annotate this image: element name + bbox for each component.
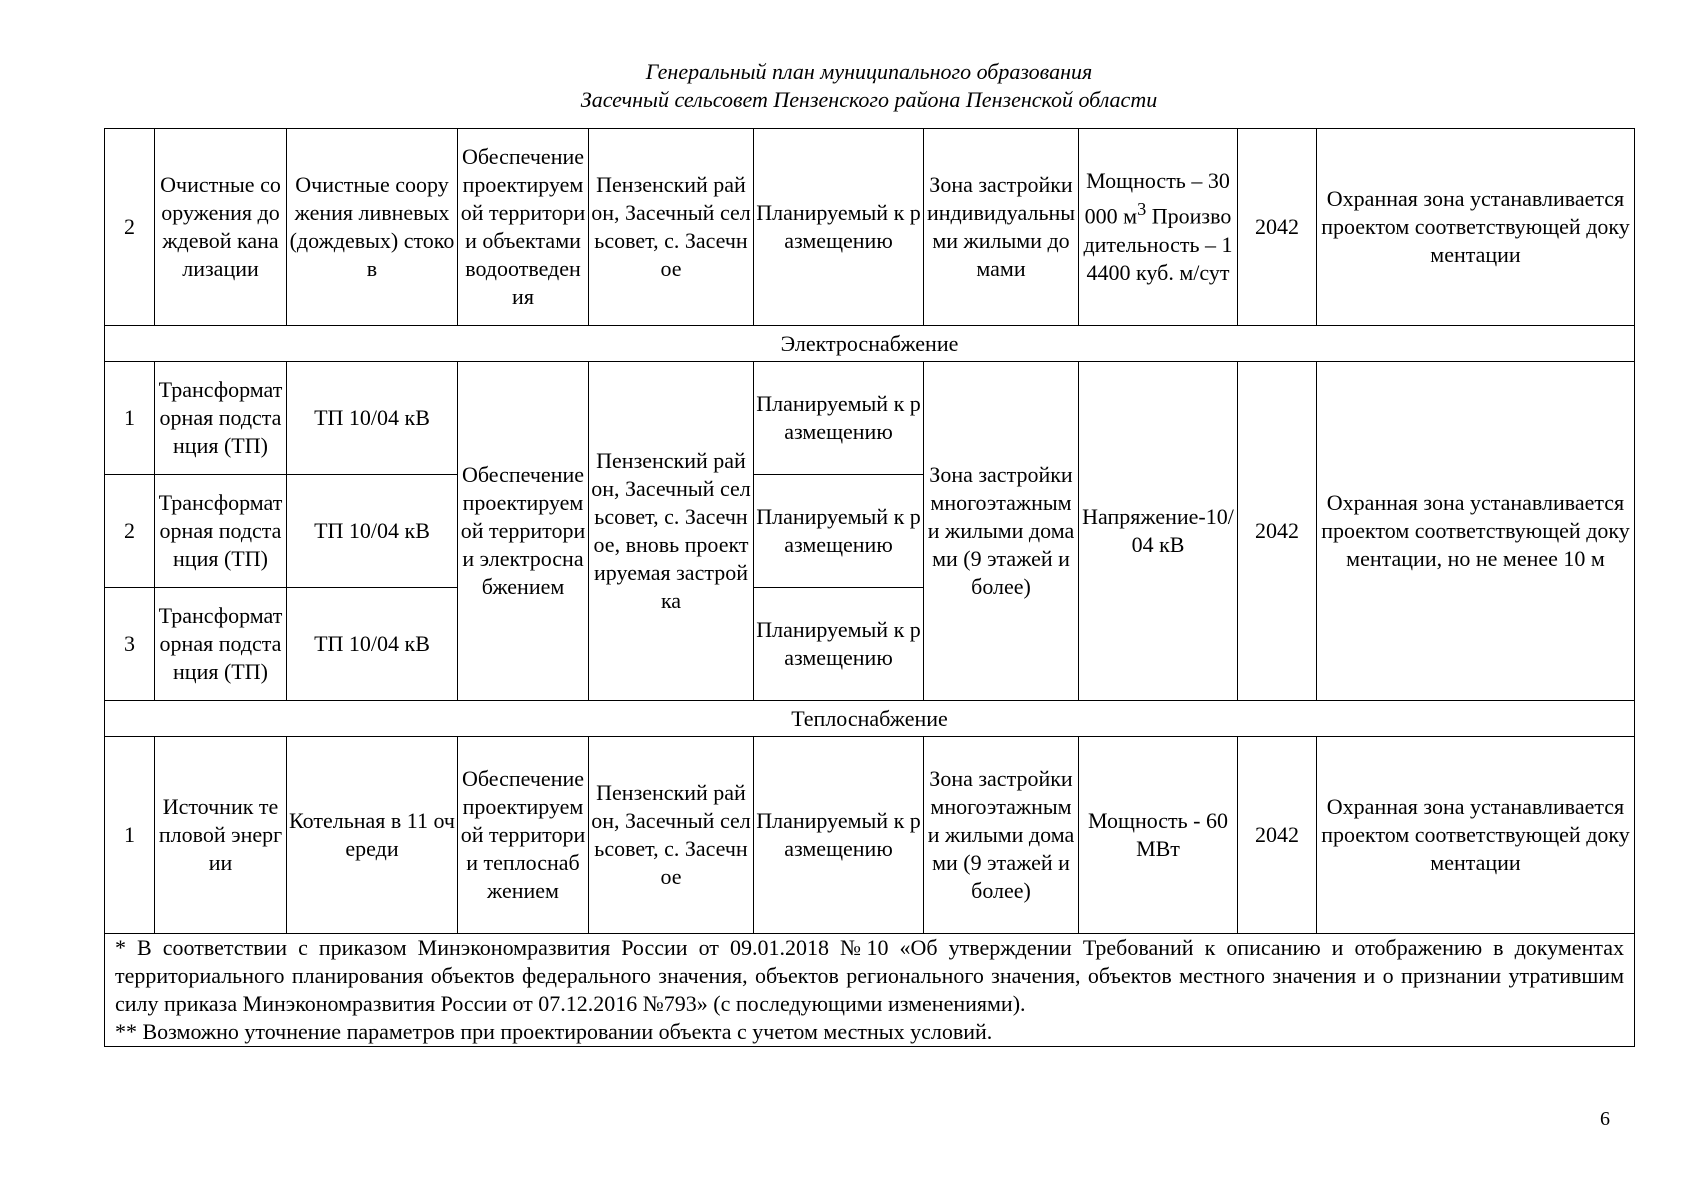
- object-status: Планируемый к размещению: [754, 737, 924, 934]
- object-purpose: Обеспечение проектируемой территории объектами водоотведения: [458, 129, 589, 326]
- object-year: 2042: [1238, 737, 1317, 934]
- object-name: Котельная в 11 очереди: [287, 737, 458, 934]
- object-location: Пензенский район, Засечный сельсовет, с. Засечное: [589, 737, 754, 934]
- object-year: 2042: [1238, 362, 1317, 701]
- object-location: Пензенский район, Засечный сельсовет, с. Засечное: [589, 129, 754, 326]
- object-name: ТП 10/04 кВ: [287, 475, 458, 588]
- object-status: Планируемый к размещению: [754, 588, 924, 701]
- object-purpose: Обеспечение проектируемой территории электроснабжением: [458, 362, 589, 701]
- notes-row: [105, 934, 1635, 1047]
- row-number: 1: [105, 737, 155, 934]
- section-title-electricity: Электроснабжение: [105, 326, 1635, 362]
- row-number: 2: [105, 129, 155, 326]
- object-type: Очистные сооружения дождевой канализации: [155, 129, 287, 326]
- object-zone: Зона застройки индивидуальными жилыми домами: [924, 129, 1079, 326]
- object-protection: Охранная зона устанавливается проектом соответствующей документации: [1317, 129, 1635, 326]
- object-type: Источник тепловой энергии: [155, 737, 287, 934]
- object-name: ТП 10/04 кВ: [287, 362, 458, 475]
- header-line-1: Генеральный план муниципального образования: [645, 59, 1093, 84]
- object-capacity: Напряжение-10/04 кВ: [1079, 362, 1238, 701]
- object-protection: Охранная зона устанавливается проектом соответствующей документации: [1317, 737, 1635, 934]
- object-status: Планируемый к размещению: [754, 362, 924, 475]
- table-row: [105, 737, 1635, 934]
- row-number: 3: [105, 588, 155, 701]
- page-number: 6: [1600, 1108, 1610, 1130]
- row-number: 2: [105, 475, 155, 588]
- note-1: * В соответствии с приказом Минэкономразвития России от 09.01.2018 №10 «Об утверждении Требований к описанию и отображению в документах территориального планирования объектов федерального значения, объектов регионального значения, объектов местного значения и о признании утратившим силу приказа Минэкономразвития России от 07.12.2016 №793» (с последующими изменениями).: [115, 935, 1624, 1016]
- object-type: Трансформаторная подстанция (ТП): [155, 362, 287, 475]
- table-row: [105, 129, 1635, 326]
- object-status: Планируемый к размещению: [754, 129, 924, 326]
- object-status: Планируемый к размещению: [754, 475, 924, 588]
- object-type: Трансформаторная подстанция (ТП): [155, 588, 287, 701]
- object-capacity: [1079, 129, 1238, 326]
- object-location: Пензенский район, Засечный сельсовет, с. Засечное, вновь проектируемая застройка: [589, 362, 754, 701]
- object-protection: Охранная зона устанавливается проектом соответствующей документации, но не менее 10 м: [1317, 362, 1635, 701]
- object-name: ТП 10/04 кВ: [287, 588, 458, 701]
- table-row: [105, 362, 1635, 475]
- table-notes: [105, 934, 1635, 1047]
- object-name: Очистные сооружения ливневых (дождевых) стоков: [287, 129, 458, 326]
- facilities-table: [104, 128, 1635, 1047]
- object-zone: Зона застройки многоэтажными жилыми домами (9 этажей и более): [924, 362, 1079, 701]
- capacity-text: Мощность – 30000 м: [1084, 168, 1230, 229]
- section-title-heat: Теплоснабжение: [105, 701, 1635, 737]
- document-header: [104, 58, 1634, 114]
- row-number: 1: [105, 362, 155, 475]
- capacity-text-2: Производительность – 14400 куб. м/сут: [1083, 203, 1233, 285]
- header-line-2: Засечный сельсовет Пензенского района Пензенской области: [580, 87, 1158, 112]
- section-row: [105, 701, 1635, 737]
- section-row: [105, 326, 1635, 362]
- capacity-superscript: 3: [1137, 199, 1147, 220]
- note-2: ** Возможно уточнение параметров при проектировании объекта с учетом местных условий.: [115, 1019, 993, 1044]
- object-type: Трансформаторная подстанция (ТП): [155, 475, 287, 588]
- object-zone: Зона застройки многоэтажными жилыми домами (9 этажей и более): [924, 737, 1079, 934]
- object-capacity: Мощность - 60 МВт: [1079, 737, 1238, 934]
- object-purpose: Обеспечение проектируемой территории теплоснабжением: [458, 737, 589, 934]
- object-year: 2042: [1238, 129, 1317, 326]
